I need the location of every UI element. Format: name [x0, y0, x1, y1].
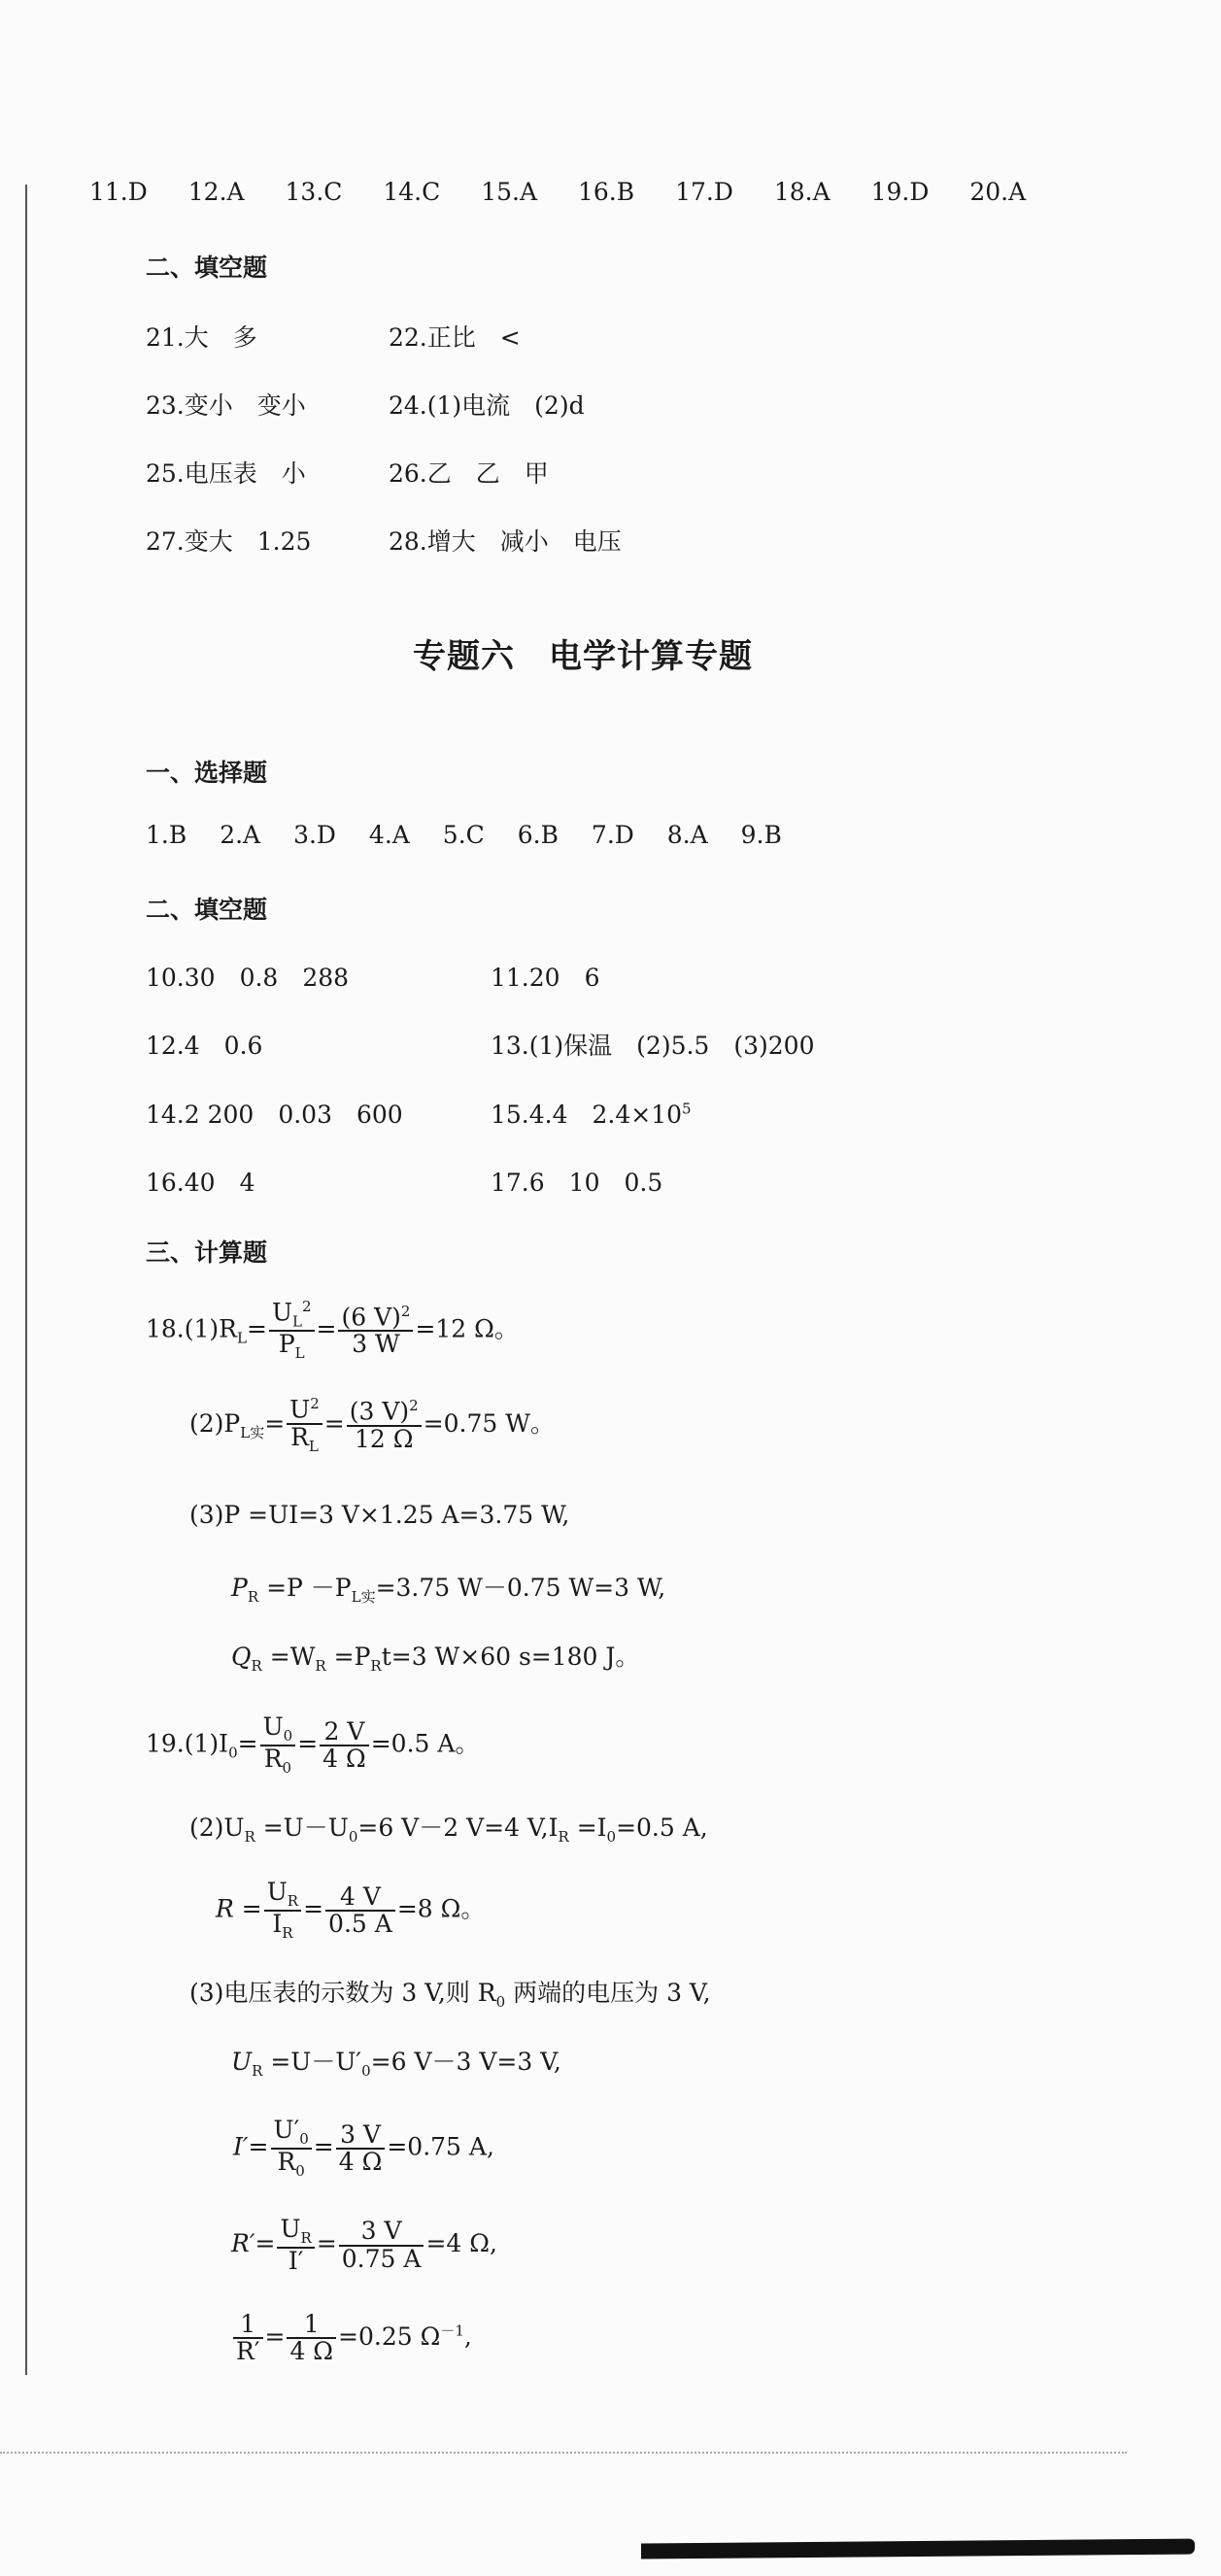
fill-answer: 28.增大 减小 电压 — [389, 527, 622, 556]
fill-answer: 16.40 4 — [146, 1169, 255, 1197]
answer-item: 9.B — [740, 821, 782, 849]
q18-part3-line2: $P_R =P -P_{L实}=3.75$ W－0.75 W=3 W, — [231, 1574, 666, 1606]
fill-answer: 13.(1)保温 (2)5.5 (3)200 — [491, 1032, 815, 1060]
answer-item: 20.A — [969, 178, 1027, 206]
fill-answer: 15.4.4 $2.4\times 10^5$ — [491, 1100, 692, 1129]
answer-item: 6.B — [517, 821, 559, 849]
margin-rule — [25, 185, 27, 2375]
fill-answer: 27.变大 1.25 — [146, 527, 312, 556]
fill-answer: 14.2 200 0.03 600 — [146, 1101, 403, 1129]
answer-item: 14.C — [383, 178, 441, 206]
fill-answer: 21.大 多 — [146, 323, 257, 352]
answer-item: 16.B — [577, 178, 635, 206]
answer-item: 19.D — [870, 178, 930, 206]
answer-item: 12.A — [187, 178, 245, 206]
q19-part2-line2: R = $\frac{U_R}{I_R}$ = $\frac{4 V}{0.5 A}$ =8 Ω。 — [216, 1878, 486, 1942]
answer-item: 11.D — [89, 178, 148, 206]
fill-answer: 10.30 0.8 288 — [146, 964, 350, 992]
answer-item: 13.C — [285, 178, 343, 206]
q18-part3-line3: $Q_R =W_R =P_Rt=3$ W×60 s=180 J。 — [231, 1643, 640, 1675]
dotted-separator — [0, 2452, 1127, 2454]
fill-answer: 12.4 0.6 — [146, 1032, 263, 1060]
q19-part2-line1: $(2)U_R =U-U_0=6$ V－2 V=4 $V,I_R =I_0=0.5$ A, — [189, 1813, 708, 1846]
q19-part3-line5: $\frac{1}{R'}$ = $\frac{1}{4 \Omega}$ =0.25 $\Omega^{-1}$, — [231, 2312, 472, 2365]
section-heading-choice: 一、选择题 — [146, 759, 268, 787]
q18-part3-line1: (3)P =UI=3 V×1.25 A=3.75 W, — [189, 1501, 570, 1529]
choice-answer-row — [146, 821, 782, 849]
answer-item: 2.A — [220, 821, 261, 849]
section-heading-calc: 三、计算题 — [146, 1238, 268, 1267]
answer-item: 5.C — [442, 821, 485, 849]
top-answer-row — [89, 178, 1026, 206]
fill-answer: 26.乙 乙 甲 — [389, 459, 549, 488]
bottom-edge-bar — [641, 2539, 1195, 2559]
q19-part3-line4: R′= $\frac{U_R}{I'}$ = $\frac{3 V}{0.75 A}$ =4 Ω, — [231, 2215, 497, 2275]
answer-item: 4.A — [368, 821, 410, 849]
q19-part3-line2: $U_R =U-U'_0=6$ V－3 V=3 V, — [231, 2048, 561, 2080]
answer-item: 7.D — [591, 821, 634, 849]
q19-part3-line1: (3)电压表的示数为 3 V,则 $R_0$ 两端的电压为 3 V, — [189, 1979, 711, 2011]
section-title: 专题六 电学计算专题 — [413, 637, 753, 676]
answer-item: 1.B — [146, 821, 187, 849]
section-heading-fill-2: 二、填空题 — [146, 896, 268, 924]
fill-answer: 22.正比 < — [389, 323, 521, 352]
answer-item: 8.A — [666, 821, 708, 849]
answer-item: 18.A — [773, 178, 831, 206]
q18-part1: $18.(1)R_L=$ $\frac{U_L^2}{P_L}$ = $\frac{(6 V)^2}{3 W}$ =12 Ω。 — [146, 1298, 519, 1363]
q19-part3-line3: I′= $\frac{U'_0}{R_0}$ = $\frac{3 V}{4 \Omega}$ =0.75 A, — [233, 2116, 494, 2180]
fill-answer: 24.(1)电流 (2)d — [389, 391, 585, 420]
fill-answer: 23.变小 变小 — [146, 391, 306, 420]
section-heading-fill-1: 二、填空题 — [146, 254, 268, 282]
answer-item: 17.D — [675, 178, 733, 206]
q18-part2: $(2)P_{L实}=$ $\frac{U^2}{R_L}$ = $\frac{(3 V)^2}{12 \Omega}$ =0.75 W。 — [189, 1395, 555, 1455]
fill-answer: 25.电压表 小 — [146, 459, 306, 488]
fill-answer: 11.20 6 — [491, 964, 600, 992]
answer-item: 15.A — [481, 178, 538, 206]
answer-item: 3.D — [293, 821, 336, 849]
q19-part1: $19.(1)I_0=$ $\frac{U_0}{R_0}$ = $\frac{2 V}{4 \Omega}$ =0.5 A。 — [146, 1712, 480, 1777]
fill-answer: 17.6 10 0.5 — [491, 1169, 663, 1197]
